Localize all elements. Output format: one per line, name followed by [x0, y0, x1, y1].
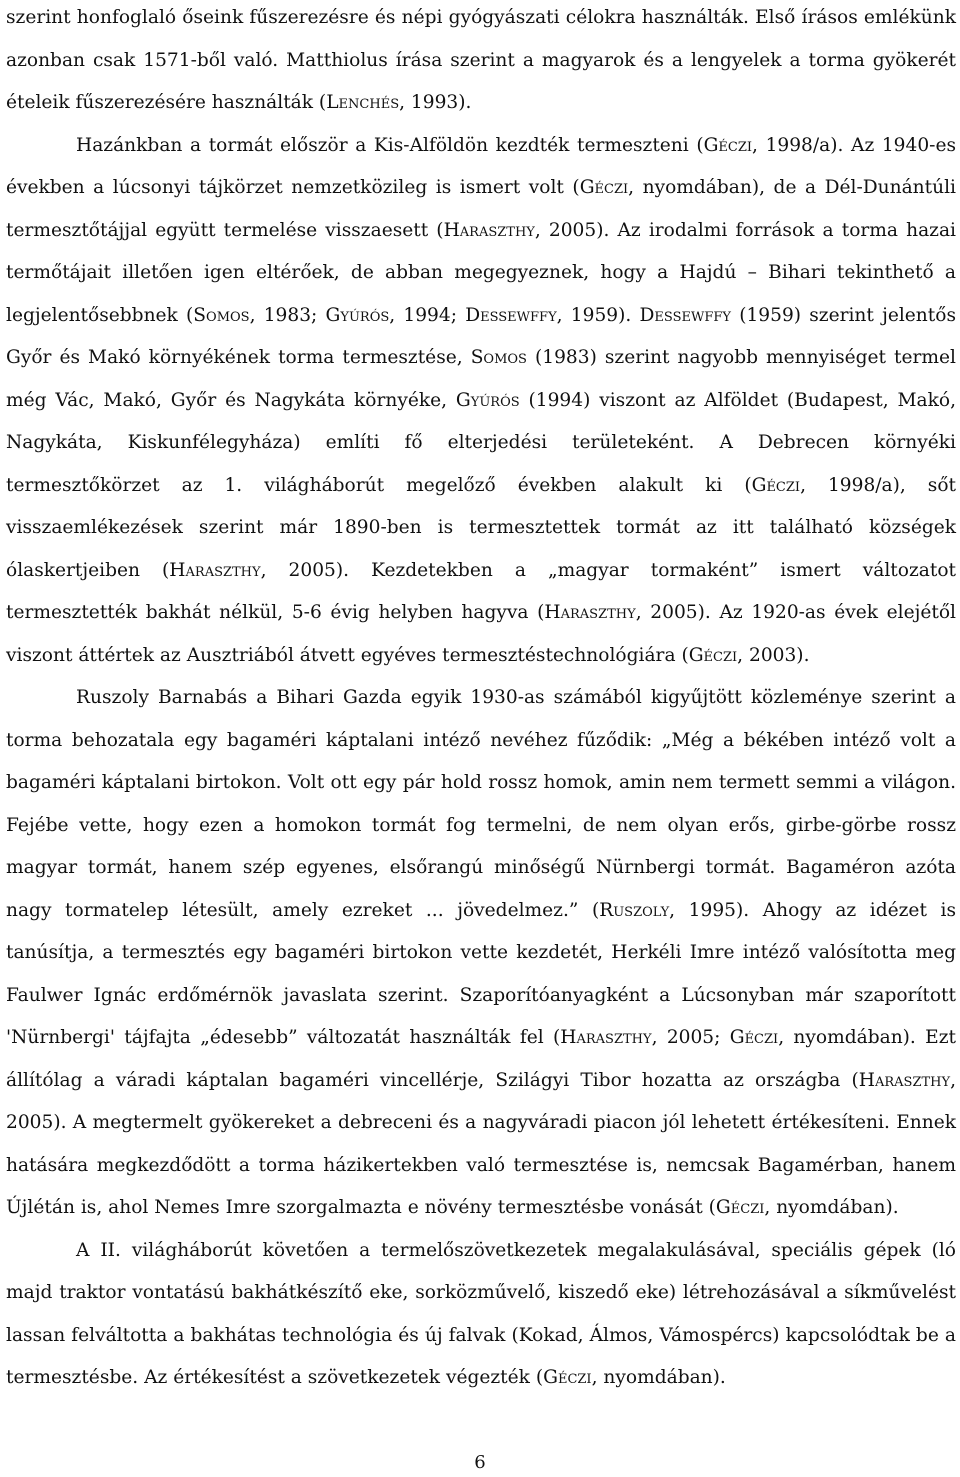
- author-citation: Gyúrós: [455, 389, 520, 411]
- author-citation: Haraszthy: [443, 219, 535, 241]
- text-run: , 1994;: [389, 304, 466, 326]
- text-run: , nyomdában), de a Dél-Dunántúli termesztőtájjal együtt termelése visszaesett (: [6, 177, 956, 241]
- text-run: , 2005). Az irodalmi források a torma hazai termőtájait illetően igen eltérőek, de abban megegyeznek, hogy a Hajdú – Bihari tekinthető a legjelentősebbnek (: [6, 219, 956, 326]
- paragraph-2: [6, 125, 956, 678]
- text-run: Ruszoly Barnabás a Bihari Gazda egyik 1930-as számából kigyűjtött közleménye szerint a torma behozatala egy bagaméri káptalani intéző nevéhez fűződik: „Még a békében intéző volt a bagaméri káptalani birtokon. Volt ott egy pár hold rossz homok, amin nem termett semmi a világon. Fejébe vette, hogy ezen a homokon tormát fog termelni, de nem olyan erős, girbe-görbe rossz magyar tormát, hanem szép egyenes, elsőrangú minőségű Nürnbergi tormát. Bagaméron azóta nagy tormatelep létesült, amely ezreket ... jövedelmez.” (: [6, 687, 956, 921]
- text-run: , nyomdában).: [591, 1367, 726, 1388]
- text-run: , 2005). Kezdetekben a „magyar tormaként” ismert változatot termesztették bakhát nélkül, 5-6 évig helyben hagyva (: [6, 559, 956, 623]
- author-citation: Géczi: [579, 177, 629, 198]
- text-run: szerint honfoglaló őseink fűszerezésre és népi gyógyászati célokra használták. Első írásos emlékünk azonban csak 1571-ből való. Matthiolus írása szerint a magyarok és a lengyelek a torma gyökerét ételeik fűszerezésére használták (: [6, 7, 956, 113]
- author-citation: Géczi: [543, 1367, 592, 1388]
- author-citation: Géczi: [751, 474, 801, 496]
- author-citation: Lenchés: [326, 92, 400, 113]
- text-run: , 2005;: [651, 1027, 730, 1048]
- author-citation: Somos: [470, 347, 527, 368]
- text-run: , 1959).: [556, 304, 640, 326]
- paragraph-1: [6, 0, 956, 125]
- author-citation: Gyúrós: [325, 304, 390, 326]
- author-citation: Géczi: [703, 134, 753, 156]
- text-run: , 2005). Az 1920-as évek elejétől viszont áttértek az Ausztriából átvett egyéves termesztéstechnológiára (: [6, 602, 956, 666]
- author-citation: Dessewffy: [639, 304, 731, 326]
- text-run: , 2003).: [737, 644, 810, 666]
- author-citation: Haraszthy: [544, 602, 636, 623]
- text-run: , nyomdában).: [764, 1197, 899, 1218]
- author-citation: Géczi: [729, 1027, 779, 1048]
- author-citation: Haraszthy: [560, 1027, 652, 1048]
- author-citation: Haraszthy: [169, 559, 261, 581]
- text-run: (1959) szerint jelentős Győr és Makó környékének torma termesztése,: [6, 304, 956, 368]
- author-citation: Ruszoly: [599, 899, 670, 921]
- author-citation: Somos: [193, 304, 250, 326]
- text-run: , 1995). Ahogy az idézet is tanúsítja, a termesztés egy bagaméri birtokon vette kezdetét, Herkéli Imre intéző valósította meg Faulwer Ignác erdőmérnök javaslata szerint. Szaporítóanyagként a Lúcsonyban már szaporított 'Nürnbergi' tájfajta „édesebb” változatát használták fel (: [6, 899, 956, 1048]
- text-run: , 1993).: [399, 92, 472, 113]
- text-run: A II. világháborút követően a termelőszövetkezetek megalakulásával, speciális gépek (ló majd traktor vontatású bakhátkészítő eke, sorközművelő, kiszedő eke) létrehozásával a síkművelést lassan felváltotta a bakhátas technológia és új falvak (Kokad, Álmos, Vámospércs) kapcsolódtak be a termesztésbe. Az értékesítést a szövetkezetek végezték (: [6, 1239, 956, 1388]
- text-run: , nyomdában). Ezt állítólag a váradi káptalan bagaméri vincellérje, Szilágyi Tibor hozatta az országba (: [6, 1027, 956, 1091]
- paragraph-4: [6, 1230, 956, 1400]
- text-run: , 1998/a), sőt visszaemlékezések szerint már 1890-ben is termesztettek tormát az itt található községek ólaskertjeiben (: [6, 474, 956, 581]
- author-citation: Haraszthy: [858, 1069, 951, 1091]
- text-run: , 2005). A megtermelt gyökereket a debreceni és a nagyváradi piacon jól lehetett értékesíteni. Ennek hatására megkezdődött a torma házikertekben való termesztése is, nemcsak Bagamérban, hanem Újlétán is, ahol Nemes Imre szorgalmazta e növény termesztésbe vonását (: [6, 1069, 956, 1218]
- text-run: (1994) viszont az Alföldet (Budapest, Makó, Nagykáta, Kiskunfélegyháza) említi fő elterjedési területeként. A Debrecen környéki termesztőkörzet az 1. világháborút megelőző években alakult ki (: [6, 389, 956, 496]
- text-run: , 1983;: [249, 304, 326, 326]
- author-citation: Dessewffy: [465, 304, 557, 326]
- text-run: , 1998/a). Az 1940-es években a lúcsonyi tájkörzet nemzetközileg is ismert volt (: [6, 134, 956, 198]
- author-citation: Géczi: [715, 1197, 765, 1218]
- document-page: [6, 0, 956, 1400]
- author-citation: Géczi: [688, 644, 738, 666]
- page-number: 6: [474, 1452, 486, 1473]
- paragraph-3: [6, 677, 956, 1230]
- text-run: Hazánkban a tormát először a Kis-Alföldön kezdték termeszteni (: [76, 134, 704, 156]
- text-run: (1983) szerint nagyobb mennyiséget termel még Vác, Makó, Győr és Nagykáta környéke,: [6, 347, 956, 411]
